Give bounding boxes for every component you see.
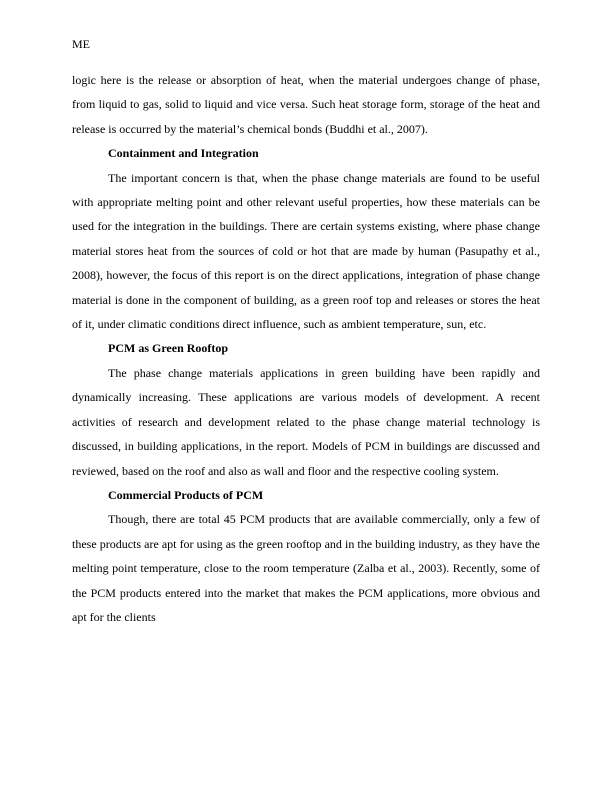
paragraph-containment: The important concern is that, when the phase change materials are found to be useful with appropriate melting point and other relevant useful properties, how these materials can be used for the integration in the buildings. There are certain systems existing, where phase change material stores heat from the sources of cold or hot that are made by human (Pasupathy et al., 2008), however, the focus of this report is on the direct applications, integration of phase change material is done in the component of building, as a green roof top and releases or stores the heat of it, under climatic conditions direct influence, such as ambient temperature, sun, etc. bbox=[72, 170, 540, 332]
section-heading-containment: Containment and Integration bbox=[108, 146, 259, 161]
paragraph-green-rooftop: The phase change materials applications in green building have been rapidly and dynamically increasing. These applications are various models of development. A recent activities of research and development related to the phase change material technology is discussed, in building applications, in the report. Models of PCM in buildings are discussed and reviewed, based on the roof and also as wall and floor and the respective cooling system. bbox=[72, 365, 540, 478]
section-heading-green-rooftop: PCM as Green Rooftop bbox=[108, 341, 229, 356]
running-header: ME bbox=[72, 37, 90, 51]
paragraph-commercial-products: Though, there are total 45 PCM products that are available commercially, only a few of these products are apt for using as the green rooftop and in the building industry, as they have the melting point temperature, close to the room temperature (Zalba et al., 2003). Recently, some of the PCM products entered into the market that makes the PCM applications, more obvious and apt for the clients bbox=[72, 512, 540, 624]
document-body bbox=[72, 68, 540, 629]
section-heading-commercial-products: Commercial Products of PCM bbox=[108, 487, 264, 502]
paragraph-continuation: logic here is the release or absorption of heat, when the material undergoes change of phase, from liquid to gas, solid to liquid and vice versa. Such heat storage form, storage of the heat and release is occurred by the material’s chemical bonds (Buddhi et al., 2007). bbox=[72, 73, 540, 136]
